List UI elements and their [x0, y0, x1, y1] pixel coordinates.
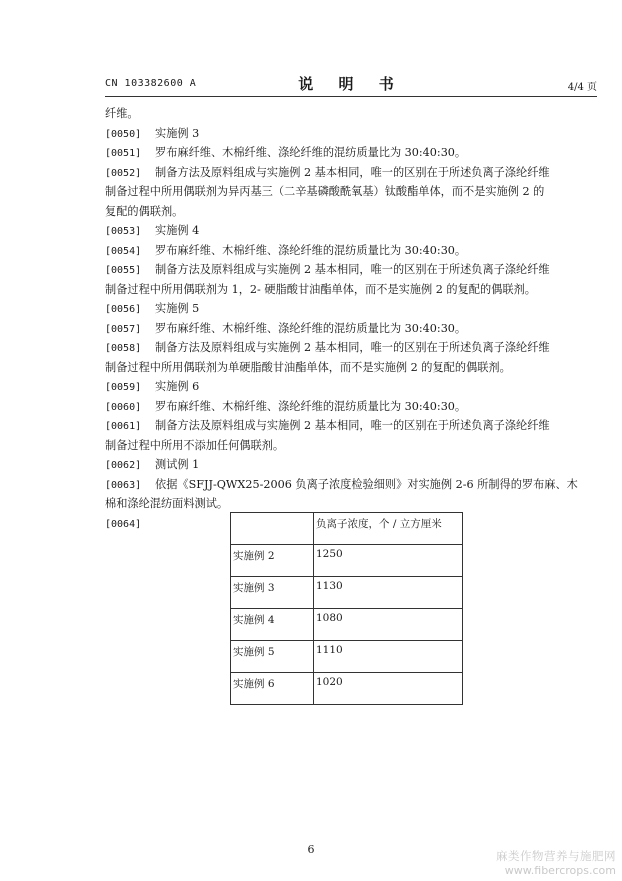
paragraph-line: [105, 397, 600, 417]
paragraph: [105, 260, 600, 299]
paragraph: [105, 143, 600, 163]
paragraph-number: [0050]: [105, 128, 142, 140]
paragraph-number: [0057]: [105, 323, 142, 335]
ion-concentration-table: [230, 512, 463, 705]
paragraph-number: [0054]: [105, 245, 142, 257]
paragraph-text: 棉和涤纶混纺面料测试。: [105, 497, 229, 510]
paragraph-number: [0062]: [105, 460, 142, 471]
paragraph-line: [105, 338, 600, 358]
paragraph-line: [105, 241, 600, 261]
paragraph: [105, 455, 600, 475]
paragraph-line: [105, 494, 600, 514]
paragraph-text: 实施例 3: [155, 126, 200, 140]
paragraph-number: [0055]: [105, 265, 142, 276]
paragraph: [105, 241, 600, 261]
table-row: [231, 673, 463, 705]
paragraph-line: [105, 182, 600, 202]
paragraph-number: [0051]: [105, 148, 142, 159]
table-cell: 1250: [314, 545, 463, 577]
paragraph-number: [0061]: [105, 421, 142, 432]
paragraph-line: [105, 319, 600, 339]
paragraph-line: [105, 377, 600, 397]
paragraph-text: 制备过程中所用偶联剂为异丙基三（二辛基磷酸酰氧基）钛酸酯单体，而不是实施例 2 的: [105, 185, 545, 198]
paragraph-text: 制备方法及原料组成与实施例 2 基本相同，唯一的区别在于所述负离子涤纶纤维: [155, 165, 550, 179]
paragraph-line: [105, 416, 600, 436]
table-cell: 实施例 3: [231, 577, 314, 609]
paragraph-text: 实施例 6: [155, 380, 200, 393]
paragraph-line: [105, 436, 600, 456]
paragraph: [105, 104, 600, 124]
paragraph-text: 制备方法及原料组成与实施例 2 基本相同，唯一的区别在于所述负离子涤纶纤维: [155, 341, 550, 354]
paragraph-text: 制备过程中所用偶联剂为单硬脂酸甘油酯单体，而不是实施例 2 的复配的偶联剂。: [105, 360, 511, 374]
paragraph: [105, 221, 600, 241]
table-cell: 实施例 2: [231, 545, 314, 577]
paragraph-line: [105, 124, 600, 144]
paragraph-text: 实施例 4: [155, 224, 200, 237]
paragraph: [105, 397, 600, 417]
paragraph-text: 罗布麻纤维、木棉纤维、涤纶纤维的混纺质量比为 30:40:30。: [155, 399, 467, 413]
paragraph-text: 测试例 1: [155, 458, 200, 471]
table-cell: 实施例 4: [231, 609, 314, 641]
paragraph-line: [105, 455, 600, 475]
paragraph-number: [0059]: [105, 382, 142, 393]
table-cell: 实施例 6: [231, 673, 314, 705]
table-row: [231, 609, 463, 641]
paragraph-number: [0052]: [105, 167, 142, 179]
paragraph: [105, 319, 600, 339]
watermark-url: www.fibercrops.com: [504, 864, 616, 877]
paragraph-text: 纤维。: [105, 107, 139, 120]
paragraph-number: [0060]: [105, 401, 142, 413]
paragraph-line: [105, 163, 600, 183]
table-cell: 1080: [314, 609, 463, 641]
paragraph-text: 罗布麻纤维、木棉纤维、涤纶纤维的混纺质量比为 30:40:30。: [155, 146, 467, 159]
table-row: [231, 641, 463, 673]
paragraph-line: [105, 475, 600, 495]
paragraph-line: [105, 280, 600, 300]
paragraph-line: [105, 299, 600, 319]
paragraph-line: [105, 202, 600, 222]
paragraph: [105, 299, 600, 319]
paragraph-number: [0064]: [105, 518, 142, 530]
table-cell: 1130: [314, 577, 463, 609]
paragraph: [105, 416, 600, 455]
table-row: [231, 577, 463, 609]
paragraph: [105, 338, 600, 377]
page-of-count: 4/4 页: [567, 82, 597, 93]
document-body: [105, 104, 600, 533]
paragraph-text: 制备过程中所用偶联剂为 1，2- 硬脂酸甘油酯单体，而不是实施例 2 的复配的偶联剂。: [105, 282, 536, 296]
table-cell: 实施例 5: [231, 641, 314, 673]
paragraph-text: 罗布麻纤维、木棉纤维、涤纶纤维的混纺质量比为 30:40:30。: [155, 243, 467, 257]
paragraph-text: 复配的偶联剂。: [105, 204, 184, 218]
watermark-site-name: 麻类作物营养与施肥网: [496, 849, 616, 863]
paragraph-number: [0053]: [105, 226, 142, 237]
paragraph-text: 罗布麻纤维、木棉纤维、涤纶纤维的混纺质量比为 30:40:30。: [155, 321, 467, 335]
paragraph-text: 实施例 5: [155, 302, 200, 315]
paragraph-text: 制备方法及原料组成与实施例 2 基本相同，唯一的区别在于所述负离子涤纶纤维: [155, 263, 550, 276]
paragraph-line: [105, 260, 600, 280]
paragraph-text: 制备过程中所用不添加任何偶联剂。: [105, 438, 285, 452]
paragraph-number: [0063]: [105, 479, 142, 491]
header-divider: [105, 96, 597, 97]
paragraph: [105, 163, 600, 222]
paragraph-line: [105, 104, 600, 124]
paragraph-number: [0056]: [105, 304, 142, 315]
table-row: [231, 545, 463, 577]
document-title: 说 明 书: [298, 75, 404, 93]
table-cell: 负离子浓度，个 / 立方厘米: [314, 513, 463, 545]
site-watermark: [496, 848, 616, 877]
page-number: 6: [307, 843, 315, 856]
patent-number: CN 103382600 A: [105, 78, 197, 89]
paragraph: [105, 475, 600, 514]
paragraph-text: 制备方法及原料组成与实施例 2 基本相同，唯一的区别在于所述负离子涤纶纤维: [155, 419, 550, 432]
table-cell: 1020: [314, 673, 463, 705]
paragraph-number: [0058]: [105, 343, 142, 354]
paragraph-text: 依据《SFJJ-QWX25-2006 负离子浓度检验细则》对实施例 2-6 所制得的罗布麻、木: [155, 477, 578, 491]
paragraph-line: [105, 143, 600, 163]
table-cell: [231, 513, 314, 545]
paragraph: [105, 124, 600, 144]
page-header: [105, 73, 597, 95]
table-cell: 1110: [314, 641, 463, 673]
paragraph-line: [105, 358, 600, 378]
table-header-row: [231, 513, 463, 545]
paragraph: [105, 377, 600, 397]
paragraph-line: [105, 221, 600, 241]
